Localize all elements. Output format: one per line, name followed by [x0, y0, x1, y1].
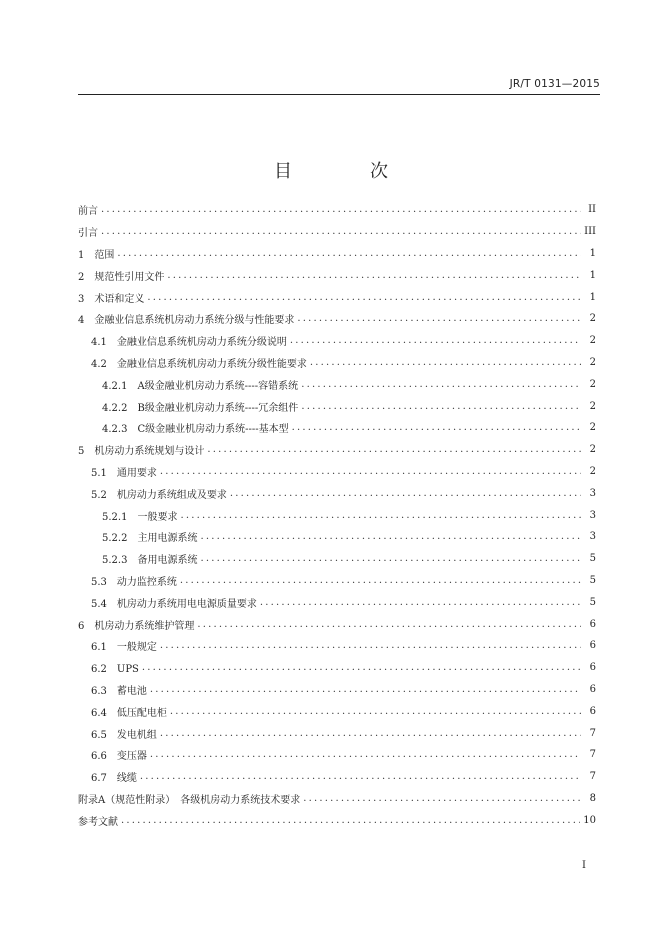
- toc-leader-dots: [170, 706, 581, 717]
- toc-entry-page: 5: [589, 596, 596, 608]
- toc-entry-label: 5.1 通用要求: [91, 467, 157, 479]
- toc-entry-label: 6.1 一般规定: [91, 642, 157, 654]
- toc-entry[interactable]: [78, 657, 596, 679]
- toc-leader-dots: [101, 226, 581, 237]
- toc-leader-dots: [200, 531, 581, 542]
- toc-leader-dots: [303, 793, 581, 804]
- toc-leader-dots: [292, 422, 581, 433]
- toc-leader-dots: [147, 292, 581, 303]
- toc-entry-label: 4.2.3 C级金融业机房动力系统----基本型: [102, 424, 289, 436]
- toc-leader-dots: [117, 248, 581, 259]
- page-title: 目 次: [274, 161, 418, 183]
- toc-entry-label: 6.3 蓄电池: [91, 685, 147, 697]
- toc-entry-page: 6: [589, 618, 596, 630]
- toc-entry[interactable]: [78, 766, 596, 788]
- toc-entry-page: 6: [589, 683, 596, 695]
- toc-entry-label: 参考文献: [78, 816, 118, 828]
- toc-entry[interactable]: [78, 439, 596, 461]
- toc-entry-page: 6: [589, 705, 596, 717]
- toc-entry-page: II: [588, 204, 596, 216]
- toc-entry[interactable]: [78, 482, 596, 504]
- toc-entry-page: 1: [589, 269, 596, 281]
- toc-entry-label: 5.2.2 主用电源系统: [102, 533, 198, 545]
- toc-entry[interactable]: [78, 526, 596, 548]
- toc-entry[interactable]: [78, 744, 596, 766]
- toc-entry-label: 6 机房动力系统维护管理: [78, 620, 195, 632]
- toc-entry-page: 2: [589, 313, 596, 325]
- toc-leader-dots: [150, 684, 581, 695]
- toc-entry[interactable]: [78, 504, 596, 526]
- toc-entry-page: 3: [589, 487, 596, 499]
- toc-leader-dots: [290, 335, 581, 346]
- toc-entry[interactable]: [78, 591, 596, 613]
- toc-entry-label: 4.2.1 A级金融业机房动力系统----容错系统: [102, 380, 299, 392]
- toc-entry[interactable]: [78, 809, 596, 831]
- toc-leader-dots: [180, 510, 581, 521]
- toc-entry-label: 6.6 变压器: [91, 751, 147, 763]
- toc-entry-label: 3 术语和定义: [78, 293, 145, 305]
- toc-entry[interactable]: [78, 286, 596, 308]
- toc-entry-page: 2: [589, 335, 596, 347]
- toc-entry-label: 5.2 机房动力系统组成及要求: [91, 489, 227, 501]
- toc-leader-dots: [230, 488, 581, 499]
- toc-leader-dots: [160, 728, 581, 739]
- toc-entry-page: 5: [589, 553, 596, 565]
- toc-leader-dots: [160, 640, 581, 651]
- toc-entry[interactable]: [78, 264, 596, 286]
- page-number: I: [582, 860, 586, 871]
- toc-entry-page: 7: [589, 749, 596, 761]
- toc-entry-label: 前言: [78, 206, 98, 218]
- toc-entry-label: 附录A（规范性附录） 各级机房动力系统技术要求: [78, 794, 301, 806]
- toc-entry-label: 6.5 发电机组: [91, 729, 157, 741]
- toc-leader-dots: [207, 444, 581, 455]
- toc-entry-page: 2: [589, 444, 596, 456]
- toc-leader-dots: [167, 270, 581, 281]
- toc-entry-page: 6: [589, 662, 596, 674]
- toc-entry-page: 2: [589, 378, 596, 390]
- toc-leader-dots: [150, 749, 581, 760]
- toc-entry-page: 5: [589, 574, 596, 586]
- toc-entry[interactable]: [78, 373, 596, 395]
- toc-leader-dots: [121, 815, 580, 826]
- toc-entry-label: 5.2.3 备用电源系统: [102, 555, 198, 567]
- toc-leader-dots: [310, 357, 581, 368]
- toc-entry-page: 2: [589, 422, 596, 434]
- toc-entry-page: 8: [589, 792, 596, 804]
- toc-entry-page: 2: [589, 400, 596, 412]
- toc-entry-label: 4.2 金融业信息系统机房动力系统分级性能要求: [91, 358, 307, 370]
- toc-entry[interactable]: [78, 352, 596, 374]
- toc-entry-label: 5 机房动力系统规划与设计: [78, 446, 205, 458]
- toc-entry[interactable]: [78, 613, 596, 635]
- toc-entry[interactable]: [78, 788, 596, 810]
- toc-entry[interactable]: [78, 570, 596, 592]
- toc-leader-dots: [301, 401, 581, 412]
- toc-entry-label: 引言: [78, 228, 98, 240]
- toc-leader-dots: [142, 662, 581, 673]
- toc-leader-dots: [297, 313, 581, 324]
- toc-entry[interactable]: [78, 221, 596, 243]
- toc-leader-dots: [260, 597, 581, 608]
- toc-entry-label: 6.2 UPS: [91, 664, 139, 676]
- toc-leader-dots: [160, 466, 581, 477]
- toc-entry-page: 2: [589, 356, 596, 368]
- toc-entry-label: 2 规范性引用文件: [78, 271, 165, 283]
- toc-leader-dots: [200, 553, 581, 564]
- toc-entry-label: 6.7 线缆: [91, 773, 137, 785]
- toc-leader-dots: [197, 619, 581, 630]
- toc-entry-page: 2: [589, 465, 596, 477]
- document-code: JR/T 0131—2015: [509, 78, 600, 90]
- toc-entry[interactable]: [78, 548, 596, 570]
- toc-entry-page: 6: [589, 640, 596, 652]
- toc-entry-label: 6.4 低压配电柜: [91, 707, 167, 719]
- toc-entry[interactable]: [78, 700, 596, 722]
- toc-leader-dots: [301, 379, 581, 390]
- toc-leader-dots: [140, 771, 581, 782]
- toc-entry-page: III: [584, 226, 596, 238]
- toc-entry[interactable]: [78, 243, 596, 265]
- toc-entry-page: 3: [589, 509, 596, 521]
- toc-entry-label: 5.2.1 一般要求: [102, 511, 178, 523]
- toc-entry-page: 3: [589, 531, 596, 543]
- toc-entry[interactable]: [78, 679, 596, 701]
- toc-entry[interactable]: [78, 722, 596, 744]
- header-rule: [78, 94, 600, 95]
- toc-entry[interactable]: [78, 635, 596, 657]
- toc-entry-label: 5.3 动力监控系统: [91, 576, 177, 588]
- toc-entry-label: 4.2.2 B级金融业机房动力系统----冗余组件: [102, 402, 299, 414]
- toc-entry[interactable]: [78, 308, 596, 330]
- toc-entry[interactable]: [78, 330, 596, 352]
- toc-entry-label: 1 范围: [78, 249, 115, 261]
- toc-entry[interactable]: [78, 199, 596, 221]
- toc-leader-dots: [101, 204, 581, 215]
- toc-entry-label: 4 金融业信息系统机房动力系统分级与性能要求: [78, 315, 295, 327]
- toc-leader-dots: [180, 575, 581, 586]
- toc-entry-page: 7: [589, 727, 596, 739]
- toc-entry[interactable]: [78, 461, 596, 483]
- table-of-contents: [78, 199, 596, 831]
- toc-entry-page: 1: [589, 247, 596, 259]
- toc-entry[interactable]: [78, 395, 596, 417]
- toc-entry[interactable]: [78, 417, 596, 439]
- toc-entry-label: 5.4 机房动力系统用电电源质量要求: [91, 598, 257, 610]
- toc-entry-page: 7: [589, 771, 596, 783]
- toc-entry-label: 4.1 金融业信息系统机房动力系统分级说明: [91, 337, 287, 349]
- toc-entry-page: 1: [589, 291, 596, 303]
- toc-entry-page: 10: [583, 814, 596, 826]
